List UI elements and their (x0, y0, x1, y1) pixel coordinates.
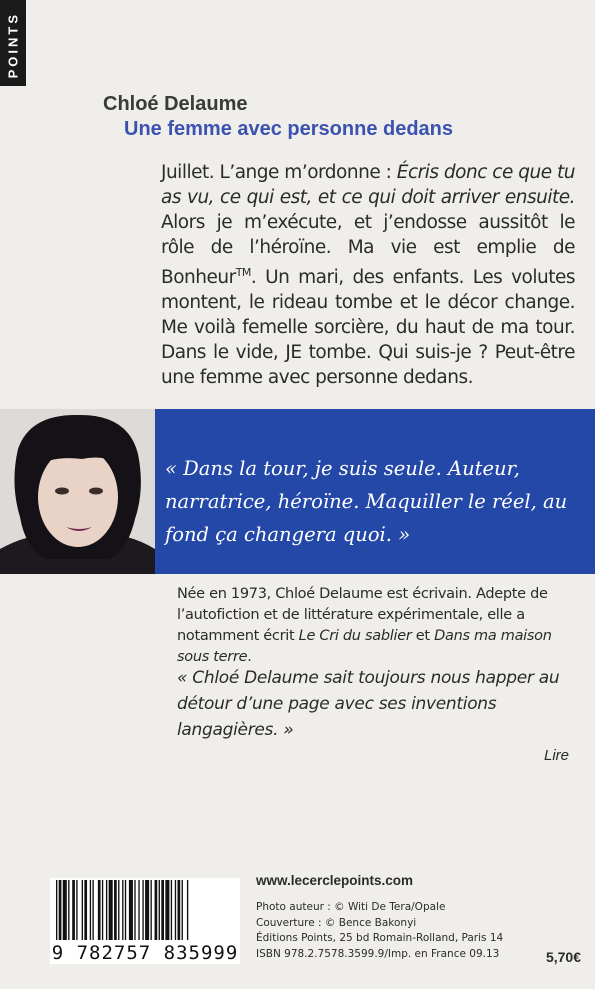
author-name: Chloé Delaume (103, 93, 248, 115)
barcode-bar (82, 880, 83, 940)
barcode-bar (76, 880, 77, 940)
isbn-barcode (50, 878, 240, 964)
barcode-bar (56, 880, 57, 940)
summary-text-2: Alors je m’exécute, et j’endosse aussitôt le rôle de l’héroïne. Ma vie est emplie de Bonheur (161, 212, 575, 289)
credit-cover: Couverture : © Bence Bakonyi (256, 916, 417, 929)
author-portrait-image (0, 409, 155, 574)
credit-photo: Photo auteur : © Witi De Tera/Opale (256, 901, 446, 913)
barcode-bar (122, 880, 123, 940)
barcode-bar (102, 880, 103, 940)
barcode-bar (98, 880, 101, 940)
book-summary (161, 160, 575, 390)
bio-text-2: et (411, 628, 435, 644)
credits-block (256, 900, 556, 962)
author-bio (177, 584, 577, 668)
barcode-bar (182, 880, 183, 940)
barcode-bar (68, 880, 69, 940)
summary-italic-quote: Écris donc ce que tu as vu, ce qui est, et ce qui doit arriver ensuite. (161, 162, 575, 208)
barcode-bar (151, 880, 152, 940)
barcode-bar (63, 880, 67, 940)
barcode-bar (138, 880, 139, 940)
barcode-bar (118, 880, 119, 940)
bio-text: Née en 1973, Chloé Delaume est écrivain. Adepte de l’autofiction et de littérature expérimentale, elle a notamment écrit (177, 586, 548, 644)
bio-book-title-2: Dans ma maison sous terre (177, 628, 552, 665)
barcode-bar (175, 880, 176, 940)
bio-book-title-1: Le Cri du sablier (298, 628, 412, 644)
trademark-sup: TM (235, 266, 251, 279)
publisher-brand-bar (0, 0, 26, 86)
barcode-bar (155, 880, 158, 940)
review-source: Lire (543, 747, 569, 764)
credit-isbn: ISBN 978.2.7578.3599.9/Imp. en France 09.13 (256, 947, 500, 960)
press-review: « Chloé Delaume sait toujours nous happer au détour d’une page avec ses inventions langagières. » (177, 668, 560, 740)
barcode-bar (187, 880, 188, 940)
publisher-logo: POINTS (5, 12, 21, 79)
barcode-bar (114, 880, 117, 940)
barcode-bar (142, 880, 143, 940)
barcode-bar (125, 880, 126, 940)
barcode-bar (90, 880, 91, 940)
summary-text: Juillet. L’ange m’ordonne : (161, 162, 397, 183)
barcode-number: 9 782757 835999 (51, 942, 239, 964)
barcode-bar (106, 880, 107, 940)
barcode-bar (59, 880, 62, 940)
barcode-bar (171, 880, 172, 940)
summary-text-3: . Un mari, des enfants. Les volutes montent, le rideau tombe et le décor change. Me voilà femelle sorcière, du haut de ma tour. Dans le vide, JE tombe. Qui suis-je ? Peut-être une femme avec personne dedans. (161, 267, 575, 389)
barcode-bar (84, 880, 87, 940)
barcode-bar (161, 880, 164, 940)
barcode-bar (145, 880, 149, 940)
barcode-bar (92, 880, 93, 940)
barcode-bar (72, 880, 75, 940)
bio-text-3: . (247, 649, 252, 665)
credit-publisher: Éditions Points, 25 bd Romain-Rolland, Paris 14 (256, 932, 504, 944)
barcode-bar (134, 880, 135, 940)
barcode-bar (159, 880, 160, 940)
barcode-bar (178, 880, 181, 940)
barcode-bar (165, 880, 169, 940)
barcode-bar (129, 880, 133, 940)
pull-quote: « Dans la tour, je suis seule. Auteur, narratrice, héroïne. Maquiller le réel, au fond ça changera quoi. » (165, 457, 568, 546)
book-title: Une femme avec personne dedans (124, 118, 454, 140)
barcode-bar (109, 880, 113, 940)
website-link[interactable]: www.lecerclepoints.com (256, 873, 414, 888)
price-label: 5,70€ (545, 949, 581, 965)
barcode-bars (54, 880, 236, 942)
author-photo (0, 409, 155, 574)
